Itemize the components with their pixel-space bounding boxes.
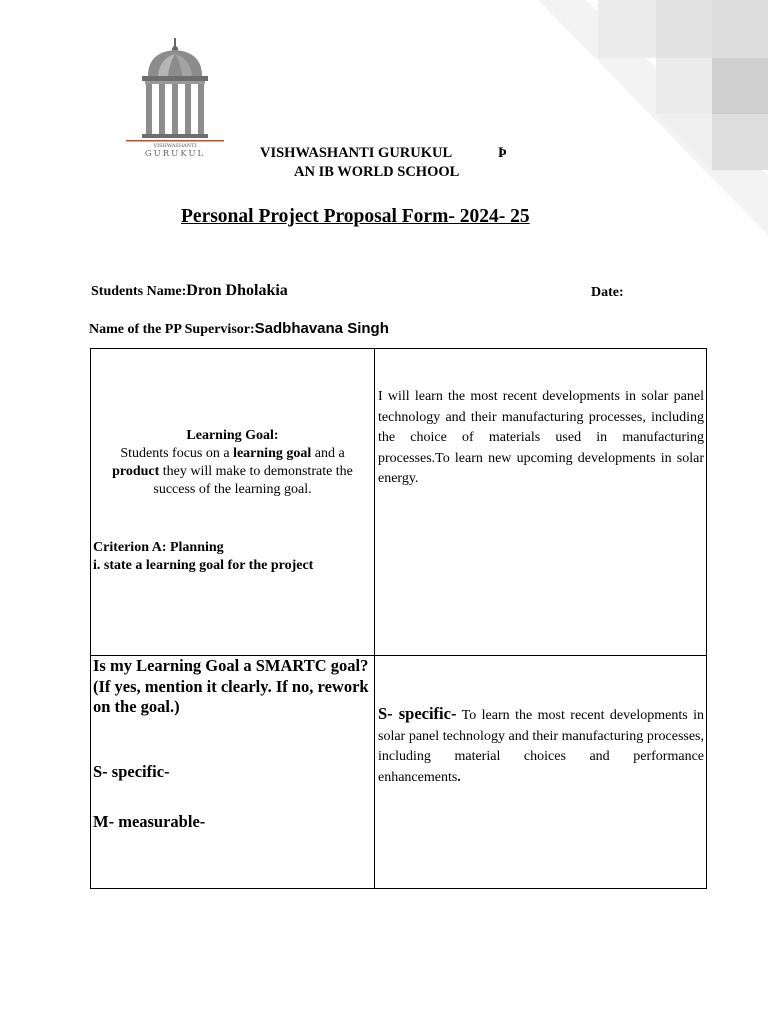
smartc-prompt-cell xyxy=(91,656,375,889)
learning-goal-prompt-cell xyxy=(91,349,375,656)
learning-goal-answer-cell[interactable] xyxy=(375,349,707,656)
school-subtitle: AN IB WORLD SCHOOL xyxy=(294,164,460,180)
form-title: Personal Project Proposal Form- 2024- 25 xyxy=(181,206,530,227)
date-field xyxy=(591,283,624,301)
table-row xyxy=(91,656,707,889)
proposal-table xyxy=(90,348,707,889)
specific-answer-label: S- specific- xyxy=(378,704,457,723)
criterion-title: Criterion A: Planning xyxy=(93,540,224,555)
smartc-answer-cell[interactable] xyxy=(375,656,707,889)
learning-goal-heading: Learning Goal: xyxy=(186,428,279,443)
specific-answer-text: To learn the most recent developments in solar panel technology and their manufacturing processes, including material choices and performance enhancements xyxy=(378,708,704,785)
specific-label: S- specific- xyxy=(93,761,170,781)
smartc-instruction: (If yes, mention it clearly. If no, rework on the goal.) xyxy=(93,676,369,716)
criterion-item: i. state a learning goal for the project xyxy=(93,558,314,573)
student-name-field xyxy=(91,282,288,300)
desc-bold-learning-goal: learning goal xyxy=(233,446,312,461)
student-name-label: Students Name: xyxy=(91,284,187,299)
desc-text: they will make to demonstrate the success of the learning goal. xyxy=(153,464,353,497)
desc-text: and a xyxy=(311,446,345,461)
learning-goal-description xyxy=(91,349,374,499)
student-name-value[interactable]: Dron Dholakia xyxy=(186,282,288,299)
corner-decoration xyxy=(538,0,768,235)
desc-bold-product: product xyxy=(112,464,160,479)
smartc-question-text: Is my Learning Goal a SMARTC goal? xyxy=(93,656,369,675)
school-mark: Þ xyxy=(498,145,507,161)
supervisor-field xyxy=(89,320,389,338)
measurable-label: M- measurable- xyxy=(93,811,206,831)
table-row xyxy=(91,349,707,656)
supervisor-value[interactable]: Sadbhavana Singh xyxy=(254,320,389,337)
criterion-block xyxy=(91,499,374,575)
supervisor-label: Name of the PP Supervisor: xyxy=(89,322,255,337)
school-logo xyxy=(122,36,228,162)
logo-text-top: VISHWASHANTI xyxy=(153,143,197,149)
specific-answer-end: . xyxy=(457,769,461,785)
learning-goal-answer: I will learn the most recent developments in solar panel technology and their manufacturing processes, including the choice of materials used in manufacturing processes.To learn new upcoming developments in solar energy. xyxy=(378,389,704,486)
logo-text-bottom: GURUKUL xyxy=(144,149,206,159)
smartc-question xyxy=(91,656,374,718)
date-label: Date: xyxy=(591,285,624,300)
learning-goal-text xyxy=(97,445,368,499)
desc-text: Students focus on a xyxy=(120,446,234,461)
school-name: VISHWASHANTI GURUKUL xyxy=(260,145,453,161)
specific-answer xyxy=(375,656,706,788)
